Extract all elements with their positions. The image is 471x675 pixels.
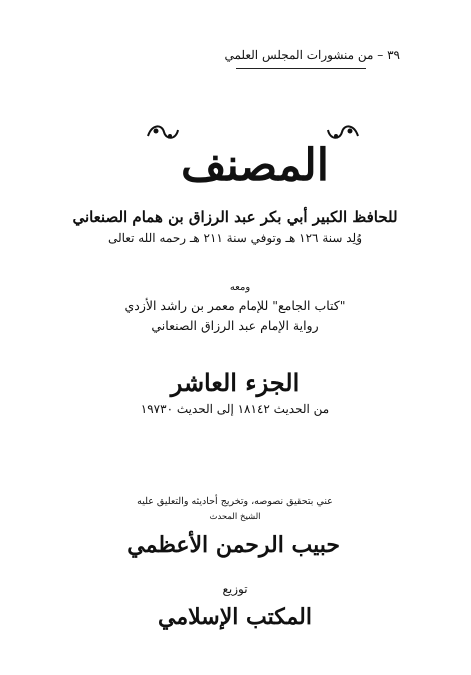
- hadith-range: من الحديث ١٨١٤٢ إلى الحديث ١٩٧٣٠: [140, 402, 330, 416]
- with-label: ومعه: [229, 282, 251, 293]
- book-title: المصنف: [180, 140, 330, 191]
- author-line: للحافظ الكبير أبي بكر عبد الرزاق بن همام الصنعاني: [72, 208, 398, 226]
- distribution-label: توزيع: [222, 582, 248, 596]
- editor-note: عني بتحقيق نصوصه، وتخريج أحاديثه والتعليق عليه: [137, 496, 333, 507]
- series-underline: [236, 68, 366, 69]
- publisher-name: المكتب الإسلامي: [158, 604, 312, 630]
- title-block: [130, 118, 380, 202]
- editor-title: الشيخ المحدث: [209, 512, 261, 522]
- appended-book-line: "كتاب الجامع" للإمام معمر بن راشد الأزدي: [124, 298, 346, 313]
- author-dates: وُلِد سنة ١٢٦ هـ وتوفي سنة ٢١١ هـ رحمه الله تعالى: [107, 231, 362, 245]
- editor-name: حبيب الرحمن الأعظمي: [127, 532, 340, 558]
- series-line: ٣٩ – من منشورات المجلس العلمي: [224, 48, 400, 62]
- volume-number: الجزء العاشر: [170, 368, 300, 397]
- transmission-line: رواية الإمام عبد الرزاق الصنعاني: [151, 318, 319, 333]
